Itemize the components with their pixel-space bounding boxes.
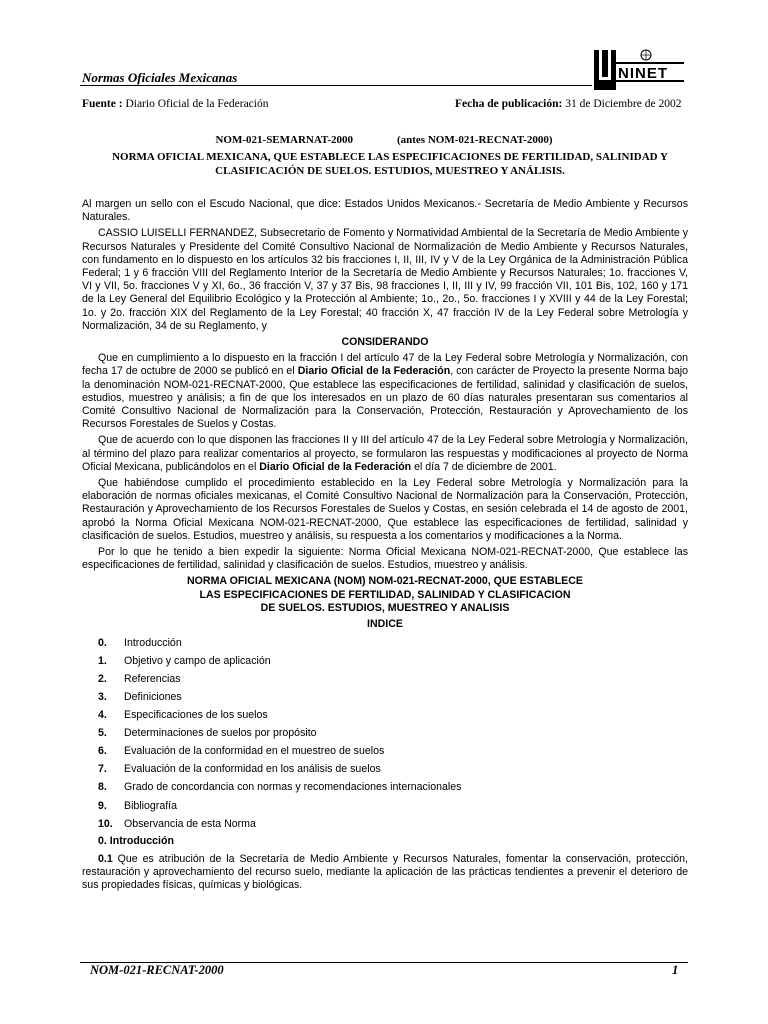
toc-item-label: Evaluación de la conformidad en el muestreo de suelos bbox=[124, 745, 385, 758]
norm-code: NOM-021-SEMARNAT-2000 bbox=[215, 134, 353, 146]
uninet-logo bbox=[594, 46, 686, 90]
toc-item-number: 7. bbox=[98, 763, 107, 776]
toc-item-number: 1. bbox=[98, 654, 107, 667]
source-label: Fuente : bbox=[82, 98, 123, 110]
date-label: Fecha de publicación: bbox=[455, 98, 563, 110]
considerando-heading: CONSIDERANDO bbox=[341, 336, 429, 349]
toc-item-label: Especificaciones de los suelos bbox=[124, 709, 268, 722]
toc-item-number: 8. bbox=[98, 781, 107, 794]
toc-item-label: Referencias bbox=[124, 672, 181, 685]
toc-item-number: 10. bbox=[98, 817, 113, 830]
norm-former-code: (antes NOM-021-RECNAT-2000) bbox=[396, 134, 553, 146]
toc-item-label: Grado de concordancia con normas y recomendaciones internacionales bbox=[124, 781, 462, 794]
footer-doc-code: NOM-021-RECNAT-2000 bbox=[90, 963, 224, 977]
toc-item bbox=[82, 797, 688, 815]
toc-item-label: Evaluación de la conformidad en los análisis de suelos bbox=[124, 763, 381, 776]
toc-item bbox=[82, 725, 688, 743]
source-line bbox=[82, 98, 269, 110]
header-rule bbox=[80, 85, 592, 86]
source-value: Diario Oficial de la Federación bbox=[125, 98, 269, 110]
toc-item bbox=[82, 761, 688, 779]
toc-item-number: 4. bbox=[98, 709, 107, 722]
toc-item bbox=[82, 689, 688, 707]
paragraph-signatory: CASSIO LUISELLI FERNANDEZ, Subsecretario de Fomento y Normatividad Ambiental de la Secretaría de Medio Ambiente y Recursos Naturales y Presidente del Comité Consultivo Nacional de Normalización de Medio Ambiente y Recursos Naturales, con fundamento en lo dispuesto en los artículos 32 bis fracciones I, II, III, IV y V de la Ley Orgánica de la Administración Pública Federal; 1 y 6 fracción VIII del Reglamento Interior de la Secretaría de Medio Ambiente y Recursos Naturales; 1o. fracciones V, VI y VII, 5o. fracciones V y XI, 6o., 36 fracción V, 37 y 37 Bis, 98 fracciones I, II, III y IV, 99 fracción VII, 101 Bis, 102, 160 y 171 de la Ley General del Equilibrio Ecológico y la Protección al Ambiente; 1o., 2o., 5o. fracciones I y XVIII y 44 de la Ley Forestal; 1o. y 2o. fracción XIX del Reglamento de la Ley Forestal; 40 fracción X, 47 fracción IV de la Ley Federal sobre Metrología y Normalización, 34 de su Reglamento, y bbox=[82, 227, 688, 332]
paragraph-0-1: 0.1 Que es atribución de la Secretaría de Medio Ambiente y Recursos Naturales, fomentar la conservación, protección, restauración y aprovechamiento del recurso suelo, mediante la aplicación de las prácticas tendientes a prevenir el deterioro de sus propiedades físicas, químicas y biológicas. bbox=[82, 852, 688, 891]
page-number: 1 bbox=[672, 963, 679, 977]
dof-reference: Diario Oficial de la Federación bbox=[297, 365, 451, 378]
toc-item bbox=[82, 779, 688, 797]
publication-date-line bbox=[455, 98, 681, 110]
paragraph-seal: Al margen un sello con el Escudo Nacional, que dice: Estados Unidos Mexicanos.- Secretaría de Medio Ambiente y Recursos Naturales. bbox=[82, 198, 688, 224]
norm-heading-line-1: NORMA OFICIAL MEXICANA (NOM) NOM-021-RECNAT-2000, QUE ESTABLECE bbox=[187, 575, 583, 588]
index-heading: INDICE bbox=[367, 618, 403, 631]
running-header-title: Normas Oficiales Mexicanas bbox=[82, 70, 238, 85]
toc-item bbox=[82, 815, 688, 833]
norm-title: NORMA OFICIAL MEXICANA, QUE ESTABLECE LAS ESPECIFICACIONES DE FERTILIDAD, SALINIDAD Y CLASIFICACIÓN DE SUELOS. ESTUDIOS, MUESTREO Y ANÁLISIS. bbox=[112, 151, 668, 177]
paragraph-considerando-3: Que habiéndose cumplido el procedimiento establecido en la Ley Federal sobre Metrología y Normalización para la elaboración de normas oficiales mexicanas, el Comité Consultivo Nacional de Normalización para la Conservación, Protección, Restauración y Aprovechamiento de los Recursos Forestales de Suelos y Costas, en sesión celebrada el 14 de agosto de 2001, aprobó la Norma Oficial Mexicana NOM-021-RECNAT-2000, Que establece las especificaciones de fertilidad, salinidad y clasificación de suelos. Estudios, muestreo y análisis, su respuesta a los comentarios y modificaciones a la Norma. bbox=[82, 477, 688, 542]
dof-reference: Diario Oficial de la Federación bbox=[259, 460, 412, 473]
toc-item-number: 2. bbox=[98, 672, 107, 685]
clause-number: 0.1 bbox=[98, 852, 113, 865]
norm-code-line bbox=[0, 134, 768, 146]
document-body bbox=[82, 198, 688, 895]
norm-heading-line-3: DE SUELOS. ESTUDIOS, MUESTREO Y ANALISIS bbox=[260, 601, 510, 614]
toc-item-number: 3. bbox=[98, 691, 107, 704]
date-value: 31 de Diciembre de 2002 bbox=[565, 98, 682, 110]
toc-item-number: 6. bbox=[98, 745, 107, 758]
svg-text:NINET: NINET bbox=[618, 65, 668, 82]
norm-heading-line-2: LAS ESPECIFICACIONES DE FERTILIDAD, SALINIDAD Y CLASIFICACION bbox=[199, 588, 571, 601]
toc-item bbox=[82, 670, 688, 688]
toc-item-label: Observancia de esta Norma bbox=[124, 817, 256, 830]
intro-heading: 0. Introducción bbox=[98, 835, 174, 848]
toc-item-number: 0. bbox=[98, 636, 107, 649]
table-of-contents bbox=[82, 634, 688, 833]
toc-item-label: Introducción bbox=[124, 636, 182, 649]
toc-item-number: 5. bbox=[98, 727, 107, 740]
toc-item-label: Definiciones bbox=[124, 691, 182, 704]
toc-item bbox=[82, 707, 688, 725]
toc-item bbox=[82, 743, 688, 761]
toc-item-label: Determinaciones de suelos por propósito bbox=[124, 727, 317, 740]
paragraph-considerando-1: Que en cumplimiento a lo dispuesto en la fracción I del artículo 47 de la Ley Federal sobre Metrología y Normalización, con fecha 17 de octubre de 2000 se publicó en el Diario Oficial de la Federación, con carácter de Proyecto la presente Norma bajo la denominación NOM-021-RECNAT-2000, Que establece las especificaciones de fertilidad, salinidad y clasificación de suelos, estudios, muestreo y análisis; a fin de que los interesados en un plazo de 60 días naturales presentaran sus comentarios al Comité Consultivo Nacional de Normalización para la Conservación, Protección, Restauración y Aprovechamiento de los Recursos Forestales de Suelos y Costas. bbox=[82, 352, 688, 431]
toc-item-number: 9. bbox=[98, 799, 107, 812]
toc-item-label: Bibliografía bbox=[124, 799, 177, 812]
paragraph-issuance: Por lo que he tenido a bien expedir la siguiente: Norma Oficial Mexicana NOM-021-RECNAT-2000, Que establece las especificaciones de fertilidad, salinidad y clasificación de suelos. Estudios, muestreo y análisis. bbox=[82, 546, 688, 572]
toc-item-label: Objetivo y campo de aplicación bbox=[124, 654, 271, 667]
toc-item bbox=[82, 652, 688, 670]
toc-item bbox=[82, 634, 688, 652]
paragraph-considerando-2: Que de acuerdo con lo que disponen las fracciones II y III del artículo 47 de la Ley Federal sobre Metrología y Normalización, al término del plazo para realizar comentarios al proyecto, se formularon las respuestas y modificaciones al proyecto de Norma Oficial Mexicana, publicándolos en el Diario Oficial de la Federación el día 7 de diciembre de 2001. bbox=[82, 434, 688, 473]
